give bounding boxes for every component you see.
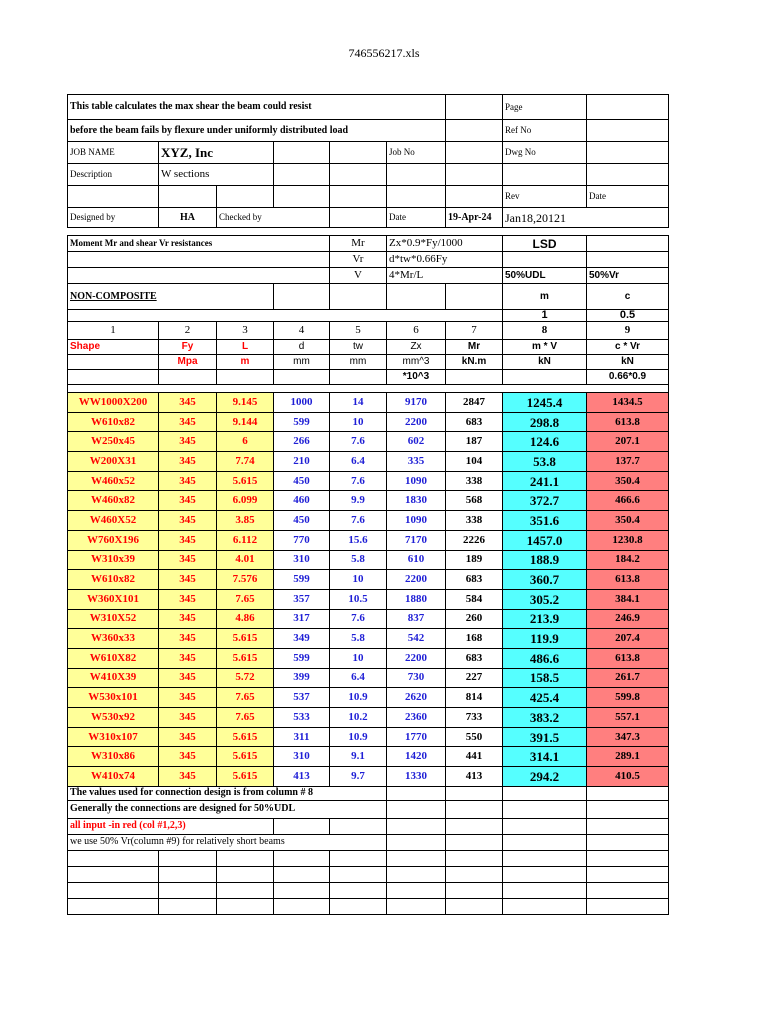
mr-cell[interactable]: 733 (446, 708, 503, 728)
cvr-cell[interactable]: 613.8 (587, 412, 669, 432)
mr-cell[interactable]: 338 (446, 471, 503, 491)
length-cell[interactable]: 9.145 (217, 393, 274, 413)
mr-cell[interactable]: 189 (446, 550, 503, 570)
mv-cell[interactable]: 124.6 (503, 432, 587, 452)
mr-cell[interactable]: 413 (446, 767, 503, 787)
zx-cell[interactable]: 1330 (387, 767, 446, 787)
zx-cell[interactable]: 1420 (387, 747, 446, 767)
length-cell[interactable]: 4.86 (217, 609, 274, 629)
col-names-8: m * V (503, 340, 587, 355)
web-thickness-cell[interactable]: 10 (330, 648, 387, 668)
mv-cell[interactable]: 425.4 (503, 688, 587, 708)
col-notes-5 (330, 370, 387, 385)
web-thickness-cell[interactable]: 7.6 (330, 511, 387, 531)
checked-by-value[interactable] (330, 208, 387, 228)
section-title: NON-COMPOSITE (68, 284, 274, 310)
web-thickness-cell[interactable]: 14 (330, 393, 387, 413)
cvr-cell[interactable]: 246.9 (587, 609, 669, 629)
note-red-input: all input -in red (col #1,2,3) (68, 818, 274, 834)
shape-cell[interactable]: W410x74 (68, 767, 159, 787)
col-notes-2 (159, 370, 217, 385)
col-numbers-2: 2 (159, 322, 217, 340)
table-row (68, 767, 669, 787)
shape-cell[interactable]: W610X82 (68, 648, 159, 668)
length-cell[interactable]: 5.615 (217, 747, 274, 767)
depth-cell[interactable]: 266 (274, 432, 330, 452)
col-units-9: kN (587, 355, 669, 370)
fy-cell[interactable]: 345 (159, 648, 217, 668)
fy-cell[interactable]: 345 (159, 530, 217, 550)
length-cell[interactable]: 6 (217, 432, 274, 452)
date-right-value[interactable]: Jan18,20121 (503, 208, 669, 228)
table-row (68, 629, 669, 649)
table-row (68, 589, 669, 609)
cvr-cell[interactable]: 613.8 (587, 570, 669, 590)
job-no-label: Job No (387, 142, 446, 164)
shape-cell[interactable]: W360x33 (68, 629, 159, 649)
mv-cell[interactable]: 486.6 (503, 648, 587, 668)
mv-cell[interactable]: 119.9 (503, 629, 587, 649)
depth-cell[interactable]: 450 (274, 471, 330, 491)
fy-cell[interactable]: 345 (159, 668, 217, 688)
cvr-cell[interactable]: 1230.8 (587, 530, 669, 550)
col-numbers-3: 3 (217, 322, 274, 340)
mv-cell[interactable]: 158.5 (503, 668, 587, 688)
page-value[interactable] (587, 95, 669, 120)
zx-cell[interactable]: 2200 (387, 412, 446, 432)
col-numbers-1: 1 (68, 322, 159, 340)
shape-cell[interactable]: W610x82 (68, 412, 159, 432)
table-row (68, 747, 669, 767)
cvr-cell[interactable]: 350.4 (587, 471, 669, 491)
cvr-cell[interactable]: 384.1 (587, 589, 669, 609)
length-cell[interactable]: 3.85 (217, 511, 274, 531)
mr-cell[interactable]: 260 (446, 609, 503, 629)
ref-no-value[interactable] (587, 120, 669, 142)
mv-cell[interactable]: 188.9 (503, 550, 587, 570)
mv-cell[interactable]: 1457.0 (503, 530, 587, 550)
zx-cell[interactable]: 2200 (387, 648, 446, 668)
fy-cell[interactable]: 345 (159, 452, 217, 472)
depth-cell[interactable]: 770 (274, 530, 330, 550)
note-column-8: The values used for connection design is from column # 8 (68, 786, 387, 800)
job-name-value[interactable]: XYZ, Inc (159, 142, 274, 164)
dwg-no-label: Dwg No (503, 142, 587, 164)
depth-cell[interactable]: 1000 (274, 393, 330, 413)
mv-cell[interactable]: 1245.4 (503, 393, 587, 413)
col-names-2: Fy (159, 340, 217, 355)
mr-cell[interactable]: 227 (446, 668, 503, 688)
web-thickness-cell[interactable]: 9.1 (330, 747, 387, 767)
mr-cell[interactable]: 568 (446, 491, 503, 511)
fy-cell[interactable]: 345 (159, 629, 217, 649)
depth-cell[interactable]: 317 (274, 609, 330, 629)
web-thickness-cell[interactable]: 10.5 (330, 589, 387, 609)
cvr-cell[interactable]: 289.1 (587, 747, 669, 767)
cvr-cell[interactable]: 184.2 (587, 550, 669, 570)
c-factor-label: c (587, 284, 669, 310)
date-label: Date (387, 208, 446, 228)
col-notes-7 (446, 370, 503, 385)
depth-cell[interactable]: 599 (274, 648, 330, 668)
zx-cell[interactable]: 2360 (387, 708, 446, 728)
col-notes-1 (68, 370, 159, 385)
mv-cell[interactable]: 53.8 (503, 452, 587, 472)
col-numbers-8: 8 (503, 322, 587, 340)
zx-cell[interactable]: 1090 (387, 511, 446, 531)
length-cell[interactable]: 7.65 (217, 688, 274, 708)
m-factor-value[interactable]: 1 (503, 310, 587, 322)
mv-cell[interactable]: 314.1 (503, 747, 587, 767)
designed-by-value[interactable]: HA (159, 208, 217, 228)
zx-cell[interactable]: 7170 (387, 530, 446, 550)
resistances-label: Moment Mr and shear Vr resistances (68, 236, 330, 252)
zx-cell[interactable]: 9170 (387, 393, 446, 413)
depth-cell[interactable]: 349 (274, 629, 330, 649)
table-row (68, 648, 669, 668)
shape-cell[interactable]: W250x45 (68, 432, 159, 452)
table-row (68, 412, 669, 432)
length-cell[interactable]: 5.72 (217, 668, 274, 688)
col-units-5: mm (330, 355, 387, 370)
table-row (68, 530, 669, 550)
fy-cell[interactable]: 345 (159, 412, 217, 432)
mr-cell[interactable]: 104 (446, 452, 503, 472)
fy-cell[interactable]: 345 (159, 708, 217, 728)
web-thickness-cell[interactable]: 10.2 (330, 708, 387, 728)
note-50-udl: Generally the connections are designed for 50%UDL (68, 800, 387, 818)
col-notes-3 (217, 370, 274, 385)
zx-cell[interactable]: 1830 (387, 491, 446, 511)
depth-cell[interactable]: 310 (274, 747, 330, 767)
vr-formula: d*tw*0.66Fy (387, 252, 503, 268)
cvr-cell[interactable]: 207.4 (587, 629, 669, 649)
web-thickness-cell[interactable]: 5.8 (330, 629, 387, 649)
shape-cell[interactable]: W760X196 (68, 530, 159, 550)
col-names-3: L (217, 340, 274, 355)
cvr-cell[interactable]: 347.3 (587, 727, 669, 747)
length-cell[interactable]: 7.65 (217, 589, 274, 609)
depth-cell[interactable]: 599 (274, 412, 330, 432)
note-short-beams: we use 50% Vr(column #9) for relatively short beams (68, 834, 387, 850)
mv-cell[interactable]: 360.7 (503, 570, 587, 590)
mv-cell[interactable]: 241.1 (503, 471, 587, 491)
mr-cell[interactable]: 441 (446, 747, 503, 767)
cvr-cell[interactable]: 557.1 (587, 708, 669, 728)
depth-cell[interactable]: 450 (274, 511, 330, 531)
table-row (68, 471, 669, 491)
col-units-6: mm^3 (387, 355, 446, 370)
empty-cell[interactable] (446, 95, 503, 120)
designed-by-label: Designed by (68, 208, 159, 228)
length-cell[interactable]: 7.65 (217, 708, 274, 728)
mr-cell[interactable]: 168 (446, 629, 503, 649)
table-row (68, 511, 669, 531)
depth-cell[interactable]: 357 (274, 589, 330, 609)
vr-pct-label: 50%Vr (587, 268, 669, 284)
web-thickness-cell[interactable]: 7.6 (330, 471, 387, 491)
udl-label: 50%UDL (503, 268, 587, 284)
c-factor-value[interactable]: 0.5 (587, 310, 669, 322)
length-cell[interactable]: 5.615 (217, 648, 274, 668)
zx-cell[interactable]: 1090 (387, 471, 446, 491)
col-notes-6: *10^3 (387, 370, 446, 385)
mr-cell[interactable]: 683 (446, 570, 503, 590)
fy-cell[interactable]: 345 (159, 767, 217, 787)
shape-cell[interactable]: W360X101 (68, 589, 159, 609)
shape-cell[interactable]: W310x107 (68, 727, 159, 747)
shape-cell[interactable]: W200X31 (68, 452, 159, 472)
vr-label: Vr (330, 252, 387, 268)
zx-cell[interactable]: 2620 (387, 688, 446, 708)
web-thickness-cell[interactable]: 5.8 (330, 550, 387, 570)
table-row (68, 688, 669, 708)
empty-cell[interactable] (330, 142, 387, 164)
shape-cell[interactable]: W310x39 (68, 550, 159, 570)
col-units-2: Mpa (159, 355, 217, 370)
zx-cell[interactable]: 1880 (387, 589, 446, 609)
col-names-6: Zx (387, 340, 446, 355)
date-value[interactable]: 19-Apr-24 (446, 208, 503, 228)
web-thickness-cell[interactable]: 15.6 (330, 530, 387, 550)
mr-cell[interactable]: 683 (446, 412, 503, 432)
cvr-cell[interactable]: 350.4 (587, 511, 669, 531)
depth-cell[interactable]: 399 (274, 668, 330, 688)
cvr-cell[interactable]: 410.5 (587, 767, 669, 787)
fy-cell[interactable]: 345 (159, 570, 217, 590)
table-row (68, 570, 669, 590)
shape-cell[interactable]: W310x86 (68, 747, 159, 767)
shape-cell[interactable]: W610x82 (68, 570, 159, 590)
mr-formula: Zx*0.9*Fy/1000 (387, 236, 503, 252)
mv-cell[interactable]: 383.2 (503, 708, 587, 728)
fy-cell[interactable]: 345 (159, 393, 217, 413)
col-numbers-6: 6 (387, 322, 446, 340)
col-names-4: d (274, 340, 330, 355)
length-cell[interactable]: 5.615 (217, 629, 274, 649)
col-names-9: c * Vr (587, 340, 669, 355)
col-names-1: Shape (68, 340, 159, 355)
web-thickness-cell[interactable]: 6.4 (330, 668, 387, 688)
cvr-cell[interactable]: 466.6 (587, 491, 669, 511)
fy-cell[interactable]: 345 (159, 550, 217, 570)
shape-cell[interactable]: W410X39 (68, 668, 159, 688)
dwg-no-value[interactable] (587, 142, 669, 164)
fy-cell[interactable]: 345 (159, 747, 217, 767)
cvr-cell[interactable]: 137.7 (587, 452, 669, 472)
zx-cell[interactable]: 335 (387, 452, 446, 472)
mr-cell[interactable]: 683 (446, 648, 503, 668)
zx-cell[interactable]: 602 (387, 432, 446, 452)
web-thickness-cell[interactable]: 10.9 (330, 727, 387, 747)
checked-by-label: Checked by (217, 208, 330, 228)
col-notes-9: 0.66*0.9 (587, 370, 669, 385)
fy-cell[interactable]: 345 (159, 432, 217, 452)
length-cell[interactable]: 5.615 (217, 727, 274, 747)
table-row (68, 708, 669, 728)
mr-cell[interactable]: 584 (446, 589, 503, 609)
cvr-cell[interactable]: 599.8 (587, 688, 669, 708)
fy-cell[interactable]: 345 (159, 727, 217, 747)
job-no-value[interactable] (446, 142, 503, 164)
shape-cell[interactable]: W530x92 (68, 708, 159, 728)
cvr-cell[interactable]: 261.7 (587, 668, 669, 688)
zx-cell[interactable]: 610 (387, 550, 446, 570)
web-thickness-cell[interactable]: 7.6 (330, 432, 387, 452)
fy-cell[interactable]: 345 (159, 491, 217, 511)
depth-cell[interactable]: 310 (274, 550, 330, 570)
mv-cell[interactable]: 298.8 (503, 412, 587, 432)
web-thickness-cell[interactable]: 10 (330, 570, 387, 590)
depth-cell[interactable]: 599 (274, 570, 330, 590)
empty-cell[interactable] (274, 142, 330, 164)
col-numbers-5: 5 (330, 322, 387, 340)
web-thickness-cell[interactable]: 9.9 (330, 491, 387, 511)
mv-cell[interactable]: 294.2 (503, 767, 587, 787)
col-units-7: kN.m (446, 355, 503, 370)
web-thickness-cell[interactable]: 6.4 (330, 452, 387, 472)
table-row (68, 550, 669, 570)
table-row (68, 432, 669, 452)
web-thickness-cell[interactable]: 10 (330, 412, 387, 432)
title-line-1: This table calculates the max shear the beam could resist (68, 95, 446, 120)
depth-cell[interactable]: 533 (274, 708, 330, 728)
mr-cell[interactable]: 2847 (446, 393, 503, 413)
col-numbers-9: 9 (587, 322, 669, 340)
length-cell[interactable]: 7.576 (217, 570, 274, 590)
mr-cell[interactable]: 338 (446, 511, 503, 531)
col-units-3: m (217, 355, 274, 370)
empty-cell[interactable] (446, 120, 503, 142)
file-name: 746556217.xls (348, 46, 420, 60)
rev-label: Rev (503, 186, 587, 208)
mr-cell[interactable]: 814 (446, 688, 503, 708)
length-cell[interactable]: 4.01 (217, 550, 274, 570)
depth-cell[interactable]: 210 (274, 452, 330, 472)
shape-cell[interactable]: W310X52 (68, 609, 159, 629)
description-label: Description (68, 164, 159, 186)
description-value[interactable]: W sections (159, 164, 274, 186)
ref-no-label: Ref No (503, 120, 587, 142)
table-row (68, 393, 669, 413)
shape-cell[interactable]: W530x101 (68, 688, 159, 708)
shape-cell[interactable]: WW1000X200 (68, 393, 159, 413)
cvr-cell[interactable]: 613.8 (587, 648, 669, 668)
col-units-1 (68, 355, 159, 370)
table-row (68, 609, 669, 629)
col-units-8: kN (503, 355, 587, 370)
v-formula: 4*Mr/L (387, 268, 503, 284)
length-cell[interactable]: 6.112 (217, 530, 274, 550)
depth-cell[interactable]: 413 (274, 767, 330, 787)
col-notes-4 (274, 370, 330, 385)
job-name-label: JOB NAME (68, 142, 159, 164)
mr-cell[interactable]: 2226 (446, 530, 503, 550)
date-label-right: Date (587, 186, 669, 208)
table-row (68, 727, 669, 747)
col-units-4: mm (274, 355, 330, 370)
col-names-7: Mr (446, 340, 503, 355)
cvr-cell[interactable]: 207.1 (587, 432, 669, 452)
fy-cell[interactable]: 345 (159, 589, 217, 609)
table-row (68, 491, 669, 511)
page-label: Page (503, 95, 587, 120)
mr-cell[interactable]: 187 (446, 432, 503, 452)
table-row (68, 452, 669, 472)
mv-cell[interactable]: 372.7 (503, 491, 587, 511)
web-thickness-cell[interactable]: 7.6 (330, 609, 387, 629)
col-numbers-7: 7 (446, 322, 503, 340)
mv-cell[interactable]: 391.5 (503, 727, 587, 747)
length-cell[interactable]: 7.74 (217, 452, 274, 472)
depth-cell[interactable]: 311 (274, 727, 330, 747)
title-line-2: before the beam fails by flexure under uniformly distributed load (68, 120, 446, 142)
mv-cell[interactable]: 351.6 (503, 511, 587, 531)
depth-cell[interactable]: 460 (274, 491, 330, 511)
table-row (68, 668, 669, 688)
fy-cell[interactable]: 345 (159, 511, 217, 531)
fy-cell[interactable]: 345 (159, 688, 217, 708)
col-notes-8 (503, 370, 587, 385)
length-cell[interactable]: 6.099 (217, 491, 274, 511)
shape-cell[interactable]: W460X52 (68, 511, 159, 531)
shape-cell[interactable]: W460x82 (68, 491, 159, 511)
zx-cell[interactable]: 1770 (387, 727, 446, 747)
web-thickness-cell[interactable]: 9.7 (330, 767, 387, 787)
zx-cell[interactable]: 730 (387, 668, 446, 688)
mr-label: Mr (330, 236, 387, 252)
depth-cell[interactable]: 537 (274, 688, 330, 708)
zx-cell[interactable]: 542 (387, 629, 446, 649)
cvr-cell[interactable]: 1434.5 (587, 393, 669, 413)
m-factor-label: m (503, 284, 587, 310)
v-label: V (330, 268, 387, 284)
spreadsheet-table (67, 94, 669, 915)
fy-cell[interactable]: 345 (159, 471, 217, 491)
length-cell[interactable]: 5.615 (217, 767, 274, 787)
mv-cell[interactable]: 305.2 (503, 589, 587, 609)
mv-cell[interactable]: 213.9 (503, 609, 587, 629)
zx-cell[interactable]: 837 (387, 609, 446, 629)
length-cell[interactable]: 5.615 (217, 471, 274, 491)
mr-cell[interactable]: 550 (446, 727, 503, 747)
web-thickness-cell[interactable]: 10.9 (330, 688, 387, 708)
col-names-5: tw (330, 340, 387, 355)
zx-cell[interactable]: 2200 (387, 570, 446, 590)
lsd-label: LSD (503, 236, 587, 252)
shape-cell[interactable]: W460x52 (68, 471, 159, 491)
length-cell[interactable]: 9.144 (217, 412, 274, 432)
col-numbers-4: 4 (274, 322, 330, 340)
fy-cell[interactable]: 345 (159, 609, 217, 629)
